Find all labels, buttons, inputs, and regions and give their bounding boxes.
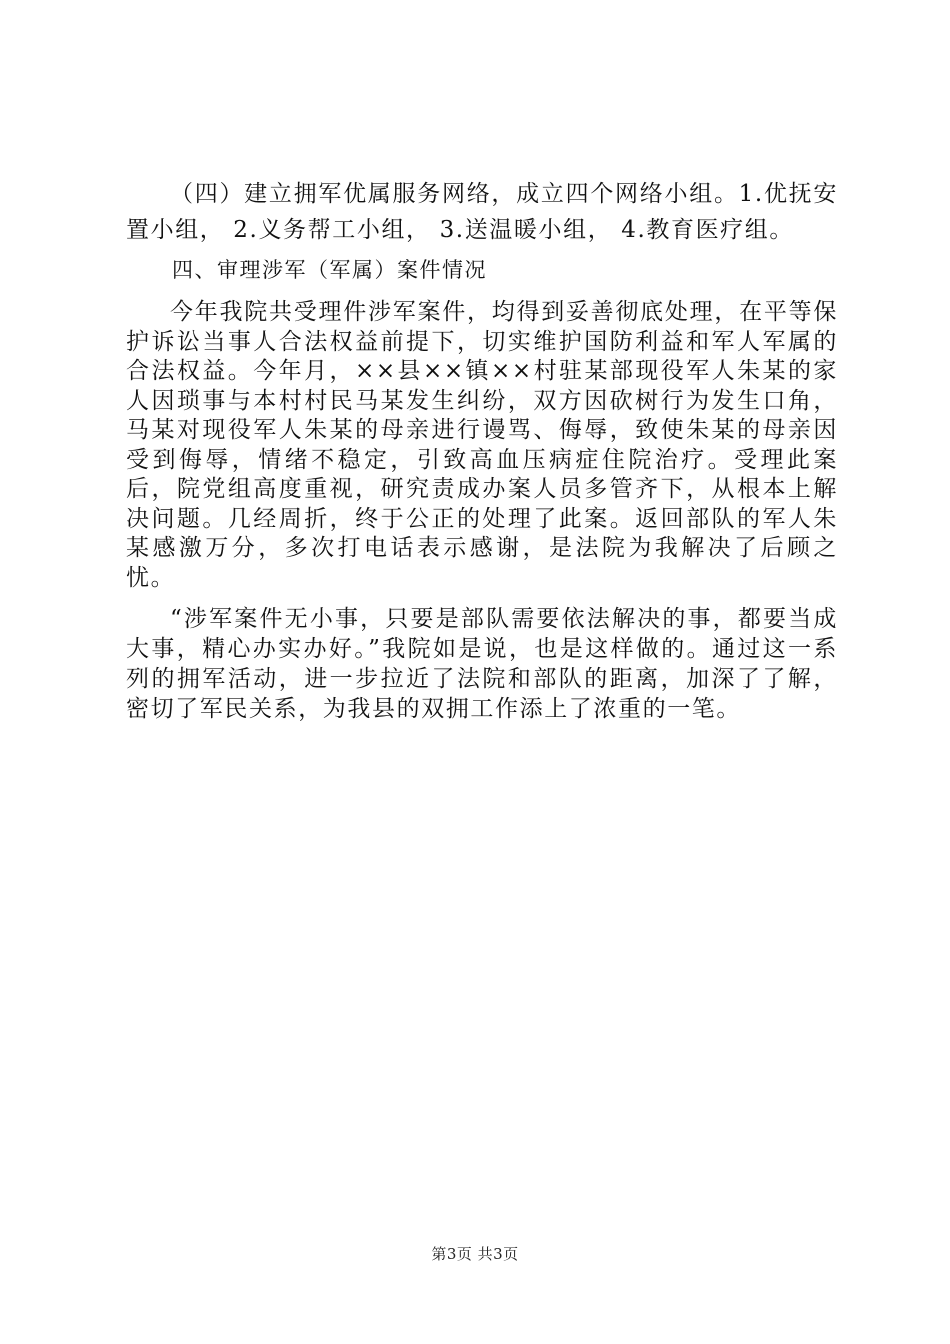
page-number-footer: 第3页 共3页 [431, 1245, 519, 1263]
paragraph-case-handling: 今年我院共受理件涉军案件，均得到妥善彻底处理，在平等保护诉讼当事人合法权益前提下，切实维护国防利益和军人军属的合法权益。今年月，××县××镇××村驻某部现役军人朱某的家人因琐事与本村村民马某发生纠纷，双方因砍树行为发生口角，马某对现役军人朱某的母亲进行谩骂、侮辱，致使朱某的母亲因受到侮辱，情绪不稳定，引致高血压病症住院治疗。受理此案后，院党组高度重视，研究责成办案人员多管齐下，从根本上解决问题。几经周折，终于公正的处理了此案。返回部队的军人朱某感激万分，多次打电话表示感谢，是法院为我解决了后顾之忧。 [126, 299, 838, 591]
section-heading-military-cases: 四、审理涉军（军属）案件情况 [172, 258, 487, 282]
paragraph-conclusion: “涉军案件无小事，只要是部队需要依法解决的事，都要当成大事，精心办实办好。”我院如是说，也是这样做的。通过这一系列的拥军活动，进一步拉近了法院和部队的距离，加深了了解，密切了军民关系，为我县的双拥工作添上了浓重的一笔。 [126, 606, 838, 722]
paragraph-service-network: （四）建立拥军优属服务网络，成立四个网络小组。1.优抚安置小组， 2.义务帮工小组， 3.送温暖小组， 4.教育医疗组。 [126, 181, 838, 243]
